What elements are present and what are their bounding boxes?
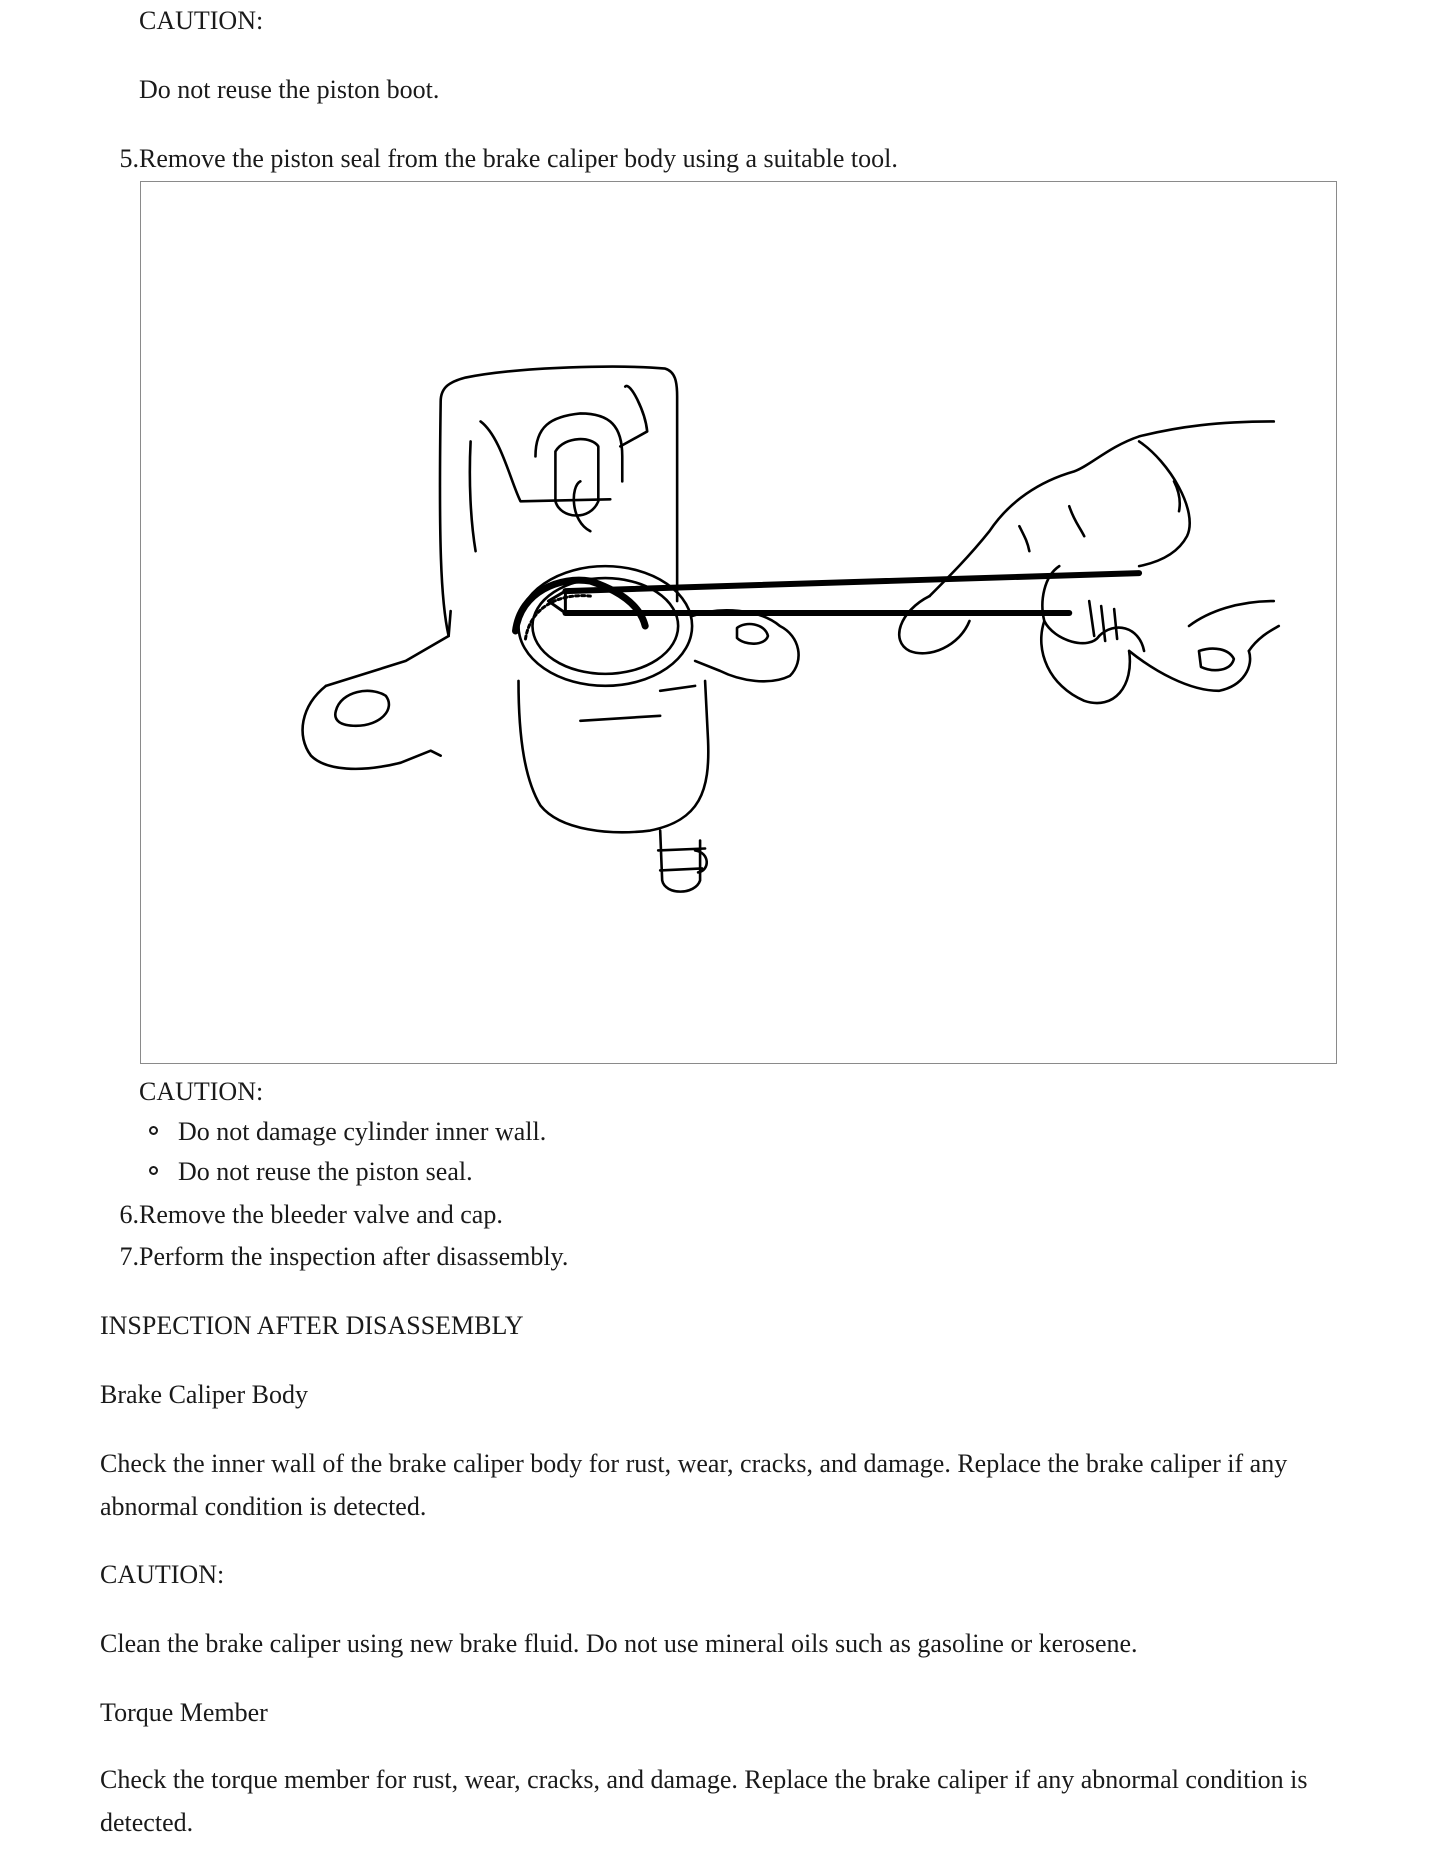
bullet-icon bbox=[149, 1126, 158, 1135]
caution-text: Do not reuse the piston boot. bbox=[139, 75, 440, 104]
step-number: 6. bbox=[119, 1200, 139, 1229]
caution-label: CAUTION: bbox=[100, 1560, 225, 1589]
caution-bullet: Do not damage cylinder inner wall. bbox=[178, 1117, 547, 1146]
caution-bullet: Do not reuse the piston seal. bbox=[178, 1157, 473, 1186]
paragraph: Check the torque member for rust, wear, cracks, and damage. Replace the brake caliper if any abnormal condition is detected. bbox=[100, 1765, 1308, 1837]
subsection-title: Brake Caliper Body bbox=[100, 1380, 308, 1409]
step-text: Remove the bleeder valve and cap. bbox=[139, 1200, 503, 1229]
paragraph: Check the inner wall of the brake caliper body for rust, wear, cracks, and damage. Replace the brake caliper if any abnormal condition is detected. bbox=[100, 1449, 1288, 1521]
step-number: 7. bbox=[119, 1242, 139, 1271]
step-text: Remove the piston seal from the brake caliper body using a suitable tool. bbox=[139, 144, 898, 173]
bullet-icon bbox=[149, 1166, 158, 1175]
caliper-illustration bbox=[140, 181, 1337, 1064]
caution-label: CAUTION: bbox=[139, 1077, 264, 1106]
step-number: 5. bbox=[119, 144, 139, 173]
caution-text: Clean the brake caliper using new brake fluid. Do not use mineral oils such as gasoline or kerosene. bbox=[100, 1629, 1138, 1658]
step-text: Perform the inspection after disassembly. bbox=[139, 1242, 569, 1271]
section-heading: INSPECTION AFTER DISASSEMBLY bbox=[100, 1311, 524, 1340]
subsection-title: Torque Member bbox=[100, 1698, 268, 1727]
caution-label: CAUTION: bbox=[139, 6, 264, 35]
